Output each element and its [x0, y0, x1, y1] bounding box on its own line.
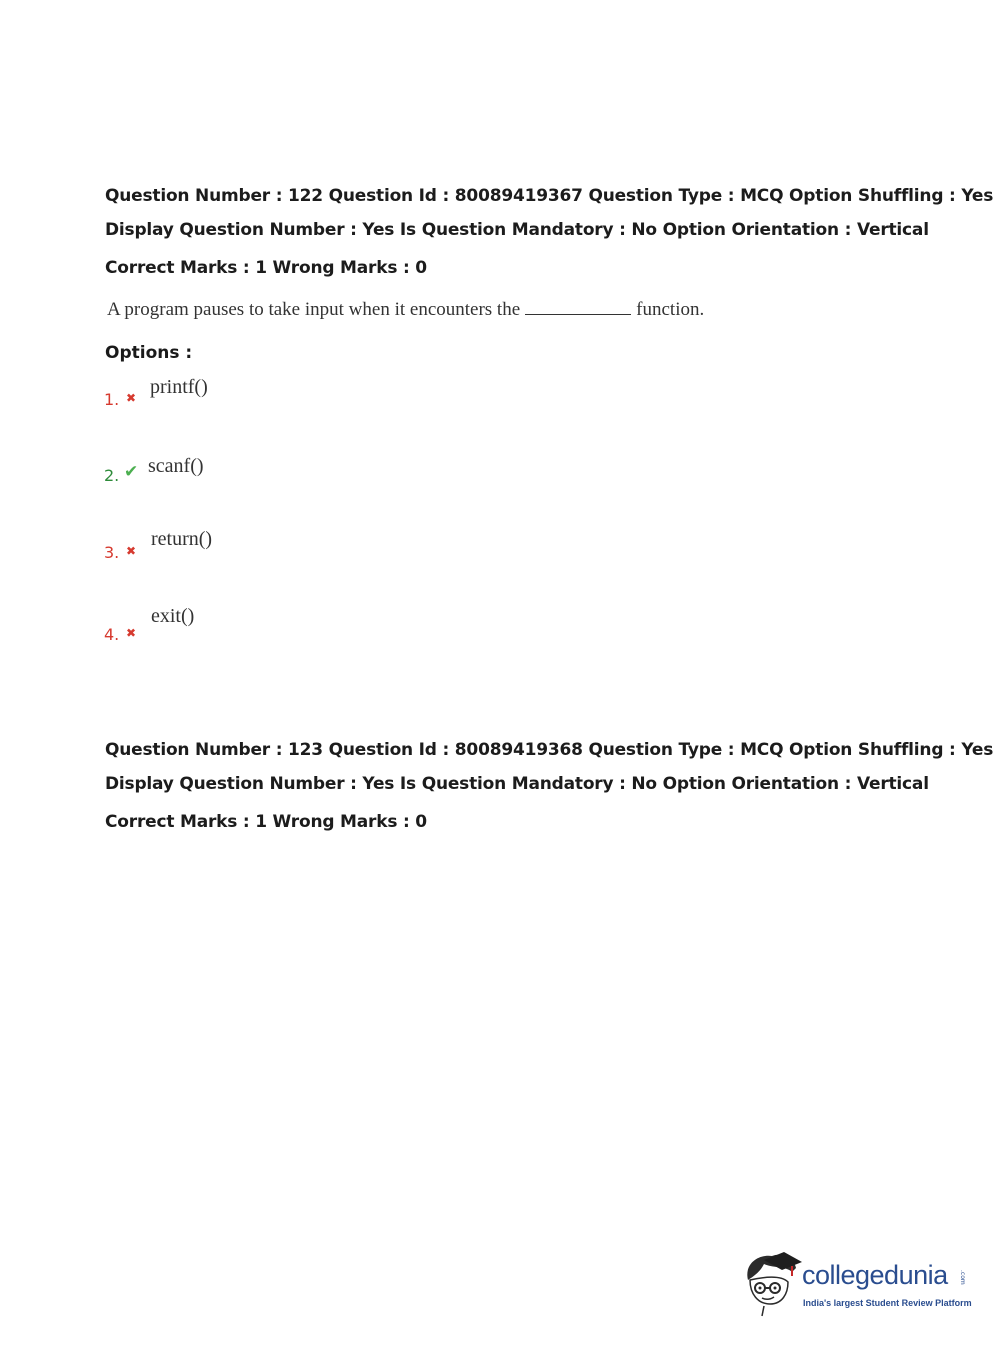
option-text: scanf(): [148, 455, 204, 477]
cross-icon: ✖: [126, 626, 137, 640]
question-122-meta-line-1: Question Number : 122 Question Id : 80089419367 Question Type : MCQ Option Shuffling : Yes: [105, 186, 994, 206]
collegedunia-logo: [742, 1250, 972, 1320]
logo-tagline: India's largest Student Review Platform: [803, 1298, 972, 1308]
cross-icon: ✖: [126, 544, 137, 558]
question-122-stem: [107, 298, 704, 321]
option-text: printf(): [150, 376, 208, 398]
answer-blank: [525, 298, 631, 315]
check-icon: ✔: [124, 462, 139, 482]
option-number: 3.: [104, 543, 120, 562]
question-122-marks: Correct Marks : 1 Wrong Marks : 0: [105, 258, 427, 278]
question-stem-end: function.: [636, 299, 705, 320]
option-text: exit(): [151, 605, 195, 627]
mascot-icon: [742, 1250, 804, 1320]
question-123-marks: Correct Marks : 1 Wrong Marks : 0: [105, 812, 427, 832]
options-label: Options :: [105, 343, 193, 363]
option-number: 1.: [104, 390, 120, 409]
question-stem-text: A program pauses to take input when it encounters the: [107, 299, 521, 320]
option-text: return(): [151, 528, 213, 550]
question-123-meta-line-2: Display Question Number : Yes Is Question Mandatory : No Option Orientation : Vertical: [105, 774, 929, 794]
question-122-meta-line-2: Display Question Number : Yes Is Question Mandatory : No Option Orientation : Vertical: [105, 220, 929, 240]
cross-icon: ✖: [126, 391, 137, 405]
logo-wordmark: collegedunia: [802, 1260, 948, 1290]
question-123-meta-line-1: Question Number : 123 Question Id : 80089419368 Question Type : MCQ Option Shuffling : Yes: [105, 740, 994, 760]
logo-domain-suffix: .com: [959, 1270, 966, 1285]
option-number: 4.: [104, 625, 120, 644]
option-number: 2.: [104, 466, 120, 485]
